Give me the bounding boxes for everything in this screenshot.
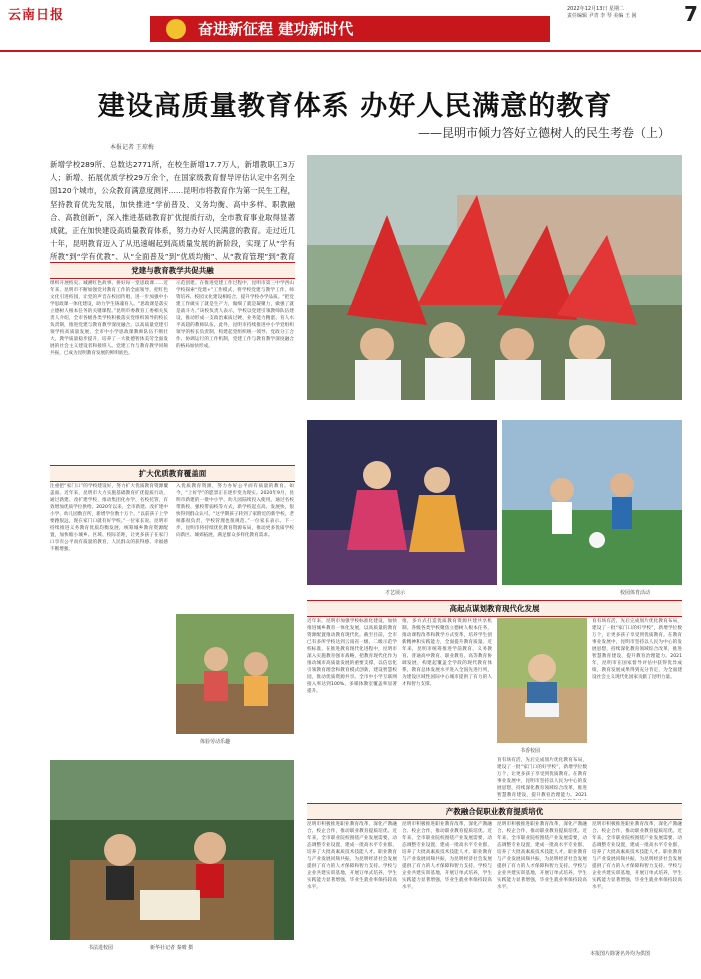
- talent-photo: [307, 420, 497, 585]
- masthead: [0, 0, 701, 52]
- section-header-2: 扩大优质教育覆盖面: [50, 465, 295, 482]
- section3-col2: 推，多方式打造优质教育资源共建共享机制。各级各类学校聚焦立德树人根本任务，推动课程改革和教学方式变革，培养学生创新精神和实践能力，全面提升教育质量。近年来，昆明市统筹推进学前教育、义务教育、普通高中教育、职业教育、高等教育协调发展，构建起覆盖全学段的现代教育体系，教育总体发展水平进入全国先进行列，为建设区域性国际中心城市提供了有力的人才和智力支撑。: [402, 619, 492, 687]
- section-header-3: 高起点谋划教育现代化发展: [307, 600, 682, 617]
- section3-col4: 育有场有活，先后完成划片优化教育布局，建设了一批“家门口的好学校”，新增学位数万个，让更多孩子享受到优质教育。在教育事业发展中，昆明市坚持以人民为中心的发展思想，持续深化教育领域综合改革，推进智慧教育建设，提升教育治理能力。2021年，昆明市在国家督导评估中获得优异成绩，教育发展成果得到充分肯定，为全面建设社会主义现代化国家贡献了昆明力量。: [592, 619, 682, 680]
- caption-reading: 书香校园: [520, 748, 541, 754]
- editors-line: 责任编辑 尹青 李 琴 美编 王 囡: [567, 13, 637, 19]
- section4-col1: 昆明市积极推进职业教育改革，深化产教融合、校企合作，推动职业教育提质培优。近年来，全市职业院校围绕产业发展需要，动态调整专业设置，建成一批高水平专业群，培养了大批高素质技术技能人才。职业教育与产业发展同频共振，为昆明经济社会发展提供了有力的人才保障和智力支持。学校与企业共建实训基地，开展订单式培养，学生实践能力显著增强，毕业生就业率保持较高水平。: [307, 822, 397, 890]
- lead-paragraph: 新增学校289所、总数达2771所，在校生新增17.7万人，新增教职工3万人；新增、拓展优质学校29万余个，在国家级教育督导评估认定中名列全国120个城市，公众教育满意度测评……昆明市将教育作为第一民生工程，坚持教育优先发展，加快推进“学前普及、义务均衡、高中多样、职教融合、高教创新”，深入推进基础教育扩优提质行动，全市教育事业取得显著成就，正在加快建设高质量教育体系，努力办好人民满意的教育。走过近几十年，昆明教育迈入了从迅速崛起到高质量发展的新阶段，实现了从“学有所教”到“学有优教”、从“全面普及”到“优质均衡”、从“教育管理”到“教育: [50, 160, 295, 262]
- caption-sports: 校园体育活动: [620, 590, 651, 596]
- calligraphy-photo: [50, 760, 294, 940]
- section-header-4: 产教融合促职业教育提质培优: [307, 803, 682, 820]
- section-header-1: 党建与教育教学共促共融: [50, 262, 295, 279]
- section1-col1: 组织开展校史、城溯红色故事、拼好每一堂思政课……近年来，昆明市不断加强党对教育工作的全面领导，把红色文化引进校园，让党的声音在校园传唱，进一步加强中小学思政课一体化建设，助力学生铸魂育人。“思政课是落实立德树人根本任务的关键课程。”昆明市委教育工委相关负责人介绍，全市各级各类学校积极落实党组织领导的校长负责制，推进党建与教育教学深度融合，以高质量党建引领学校高质量发展，全市中小学思政课教师队伍不断壮大，教学质量稳步提升，培养了一大批德智体美劳全面发展的社会主义建设者和接班人。党建工作与教育教学同频共振，已成为昆明教育发展的鲜明底色。: [50, 281, 168, 356]
- issue-date: 2022年12月13日 星期二: [567, 6, 625, 12]
- section4-col2: 昆明市积极推进职业教育改革，深化产教融合、校企合作，推动职业教育提质培优。近年来，全市职业院校围绕产业发展需要，动态调整专业设置，建成一批高水平专业群，培养了大批高素质技术技能人才。职业教育与产业发展同频共振，为昆明经济社会发展提供了有力的人才保障和智力支持。学校与企业共建实训基地，开展订单式培养，学生实践能力显著增强，毕业生就业率保持较高水平。: [402, 822, 492, 890]
- section1-col2: 示范创建。在推进党建工作过程中，昆明市第三中学西山学校探索“党建+”工作模式，将学校党建与教学工作、师资培养、校园文化建设相结合，提升学校办学品质。“把党建工作做实了就是生产力，做细了就是凝聚力，做强了就是战斗力。”该校负责人表示，学校以党建引领教师队伍建设，推动形成一支政治素质过硬、业务能力精湛、育人水平高超的教师队伍。此外，昆明市持续推进中小学党组织领导的校长负责制，构建起党组织统一领导、党政分工合作、协调运行的工作机制，党建工作与教育教学深度融合的格局加快形成。: [176, 281, 294, 349]
- party-emblem-icon: [166, 19, 186, 39]
- section2-col1: 注重把“家门口”的学校建设好，努力扩大优质教育资源覆盖面。近年来，昆明市大力实施基础教育扩优提质行动，通过新建、改扩建学校，推动集团化办学、名校托管，有效增加优质学位供给。2020年以来，全市新建、改扩建中小学、幼儿园数百所，新增学位数十万个。“以前孩子上学要跑很远，现在家门口就有好学校。”一位家长说。昆明市持续推进义务教育优质均衡发展，统筹城乡教育资源配置，加快缩小城乡、区域、校际差距，让更多孩子在家门口享有公平而有质量的教育，人民群众的获得感、幸福感不断增强。: [50, 484, 168, 552]
- reading-photo: [497, 618, 587, 743]
- section4-col4: 昆明市积极推进职业教育改革，深化产教融合、校企合作，推动职业教育提质培优。近年来，全市职业院校围绕产业发展需要，动态调整专业设置，建成一批高水平专业群，培养了大批高素质技术技能人才。职业教育与产业发展同频共振，为昆明经济社会发展提供了有力的人才保障和智力支持。学校与企业共建实训基地，开展订单式培养，学生实践能力显著增强，毕业生就业率保持较高水平。: [592, 822, 682, 890]
- page-number: 7: [684, 2, 698, 26]
- section2-col2: 入优质教育资源，努力办好公平而有质量的教育。如今，“上好学”的愿景正在逐步变为现实。2020年9月，昆明市新建的一批中小学、幼儿园陆续投入使用。通过名校带新校、强校带弱校等方式，新学校起点高、发展快，很快得到群众认可。“这学期孩子转到了家附近的新学校，老师都很负责，学校管理也很规范。”一位家长表示。下一步，昆明市将持续优化教育资源布局，推动更多优质学校向新区、城郊拓展，满足群众多样化教育需求。: [176, 484, 294, 538]
- headline: 建设高质量教育体系 办好人民满意的教育: [97, 91, 613, 122]
- banner: [150, 16, 550, 42]
- photo-credit: 新华社记者 秦晴 摄: [150, 945, 194, 951]
- sports-photo: [502, 420, 682, 585]
- caption-labor: 体验劳动乐趣: [200, 739, 231, 745]
- banner-slogan: 奋进新征程 建功新时代: [198, 20, 354, 38]
- section4-col3: 昆明市积极推进职业教育改革，深化产教融合、校企合作，推动职业教育提质培优。近年来，全市职业院校围绕产业发展需要，动态调整专业设置，建成一批高水平专业群，培养了大批高素质技术技能人才。职业教育与产业发展同频共振，为昆明经济社会发展提供了有力的人才保障和智力支持。学校与企业共建实训基地，开展订单式培养，学生实践能力显著增强，毕业生就业率保持较高水平。: [497, 822, 587, 890]
- main-photo: [307, 155, 682, 400]
- section3-col1: 近年来，昆明市加强学校标准化建设，加快推进城乡教育一体化发展，以高质量的教育资源配置推动教育现代化。截至目前，全市已有多所学校达到云南省一级、二级示范学校标准。在推进教育现代化进程中，昆明市深入实施教育强市战略，把教育现代化作为推动城市高质量发展的重要支撑，以信息化引领教育理念和教育模式创新，建设智慧校园，推动优质资源共享。全市中小学互联网接入率达到100%，多媒体教室覆盖率显著提升。: [307, 619, 397, 694]
- caption-calligraphy: 书法进校园: [88, 945, 114, 951]
- byline: 本报记者 王琼梅: [110, 144, 154, 151]
- subheadline: ——昆明市倾力答好立德树人的民生考卷（上）: [417, 126, 670, 140]
- photo-note: 本报图片除署名外均为供图: [590, 951, 651, 957]
- masthead-rule: [0, 50, 701, 52]
- caption-talent: 才艺展示: [385, 590, 406, 596]
- labor-photo: [176, 614, 294, 734]
- newspaper-logo: 云南日报: [8, 8, 65, 23]
- section3-col3-cont: 育有场有活，先后完成划片优化教育布局，建设了一批“家门口的好学校”，新增学位数万个，让更多孩子享受到优质教育。在教育事业发展中，昆明市坚持以人民为中心的发展思想，持续深化教育领域综合改革，推进智慧教育建设，提升教育治理能力。2021: [497, 758, 587, 798]
- date-info: [567, 6, 685, 20]
